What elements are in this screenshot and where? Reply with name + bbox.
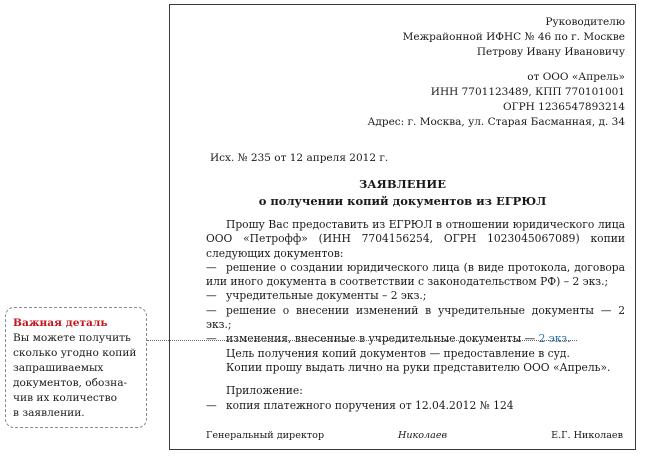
annex-label: Приложение: — [226, 384, 303, 398]
callout-heading: Важная деталь — [13, 317, 108, 329]
dash-glyph: — — [206, 398, 217, 412]
signer-name: Е.Г. Николаев — [551, 430, 623, 441]
dash-glyph: — — [206, 289, 217, 303]
list-item — [206, 304, 625, 333]
dash-glyph: — — [206, 303, 217, 317]
callout-line: Вы можете получить — [13, 332, 131, 344]
recipient-line: Руководителю — [545, 16, 625, 28]
annex-item-text: копия платежного поручения от 12.04.2012 № 124 — [226, 398, 514, 412]
annex-item — [206, 399, 625, 413]
sender-block — [367, 70, 625, 130]
sender-line: Адрес: г. Москва, ул. Старая Басманная, д. 34 — [367, 116, 625, 128]
dash-glyph: — — [206, 260, 217, 274]
callout-leader-line — [147, 340, 577, 341]
list-item — [206, 261, 625, 290]
delivery-paragraph: Копии прошу выдать лично на руки представителю ООО «Апрель». — [226, 360, 611, 374]
sender-line: ИНН 7701123489, КПП 770101001 — [430, 86, 625, 98]
list-item-text: решение о внесении изменений в учредительные документы — 2 экз.; — [206, 303, 625, 332]
recipient-line: Петрову Ивану Ивановичу — [476, 46, 625, 58]
recipient-line: Межрайонной ИФНС № 46 по г. Москве — [402, 31, 625, 43]
document-title: ЗАЯВЛЕНИЕ — [359, 177, 446, 191]
document-subtitle: о получении копий документов из ЕГРЮЛ — [258, 194, 547, 208]
callout-line: запрашиваемых — [13, 362, 104, 374]
important-detail-callout — [5, 307, 147, 428]
list-item-text: учредительные документы – 2 экз.; — [226, 289, 427, 303]
callout-line: в заявлении. — [13, 407, 85, 419]
signature: Николаев — [398, 430, 448, 441]
dash-glyph: — — [206, 332, 217, 346]
purpose-paragraph: Цель получения копий документов — предоставление в суд. — [226, 346, 570, 360]
recipient-block — [403, 15, 625, 60]
list-item-tail: . — [567, 332, 571, 346]
highlighted-quantity: 2 экз — [538, 332, 568, 346]
document-body — [206, 218, 625, 413]
signer-position: Генеральный директор — [206, 430, 325, 441]
callout-line: сколько угодно копий — [13, 347, 137, 359]
document-page — [169, 4, 636, 450]
list-item — [206, 289, 625, 303]
list-item-text: изменения, внесенные в учредительные документы — — [226, 332, 539, 346]
sender-line: от ООО «Апрель» — [527, 71, 625, 83]
callout-line: чив их количество — [13, 392, 117, 404]
request-paragraph: Прошу Вас предоставить из ЕГРЮЛ в отношении юридического лица ООО «Петрофф» (ИНН 7704156254, ОГРН 1023045067089) копии следующих документов: — [206, 218, 625, 260]
outgoing-number: Исх. № 235 от 12 апреля 2012 г. — [210, 152, 389, 164]
callout-line: документов, обозна- — [13, 377, 128, 389]
list-item-text: решение о создании юридического лица (в виде протокола, договора или иного документа в соответствии с законодательством РФ) – 2 экз.; — [206, 260, 625, 289]
sender-line: ОГРН 1236547893214 — [503, 101, 625, 113]
